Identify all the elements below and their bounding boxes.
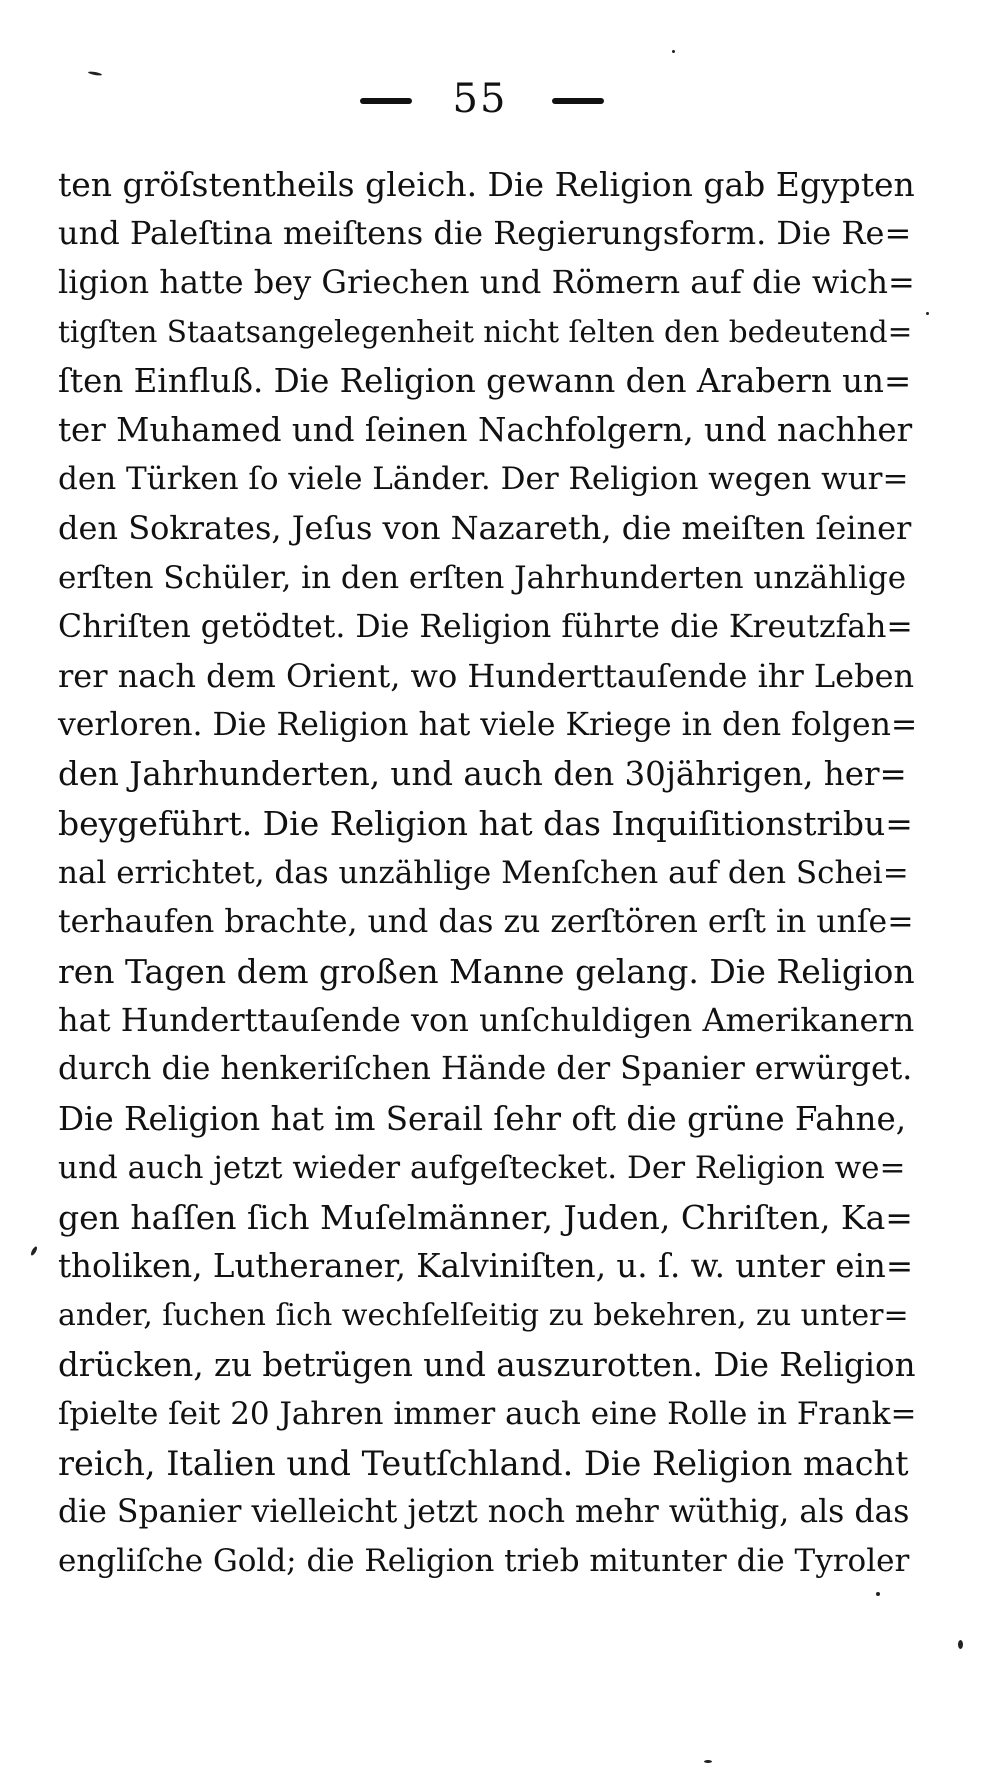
text-line: den Jahrhunderten, und auch den 30jährigen, her= bbox=[58, 755, 907, 794]
text-line: durch die henkeriſchen Hände der Spanier erwürget. bbox=[58, 1051, 913, 1088]
text-line: reich, Italien und Teutſchland. Die Religion macht bbox=[58, 1443, 909, 1483]
text-line: rer nach dem Orient, wo Hunderttauſende ihr Leben bbox=[58, 656, 915, 695]
ink-speck bbox=[704, 1760, 712, 1763]
text-line: ander, ſuchen ſich wechſelſeitig zu bekehren, zu unter= bbox=[58, 1298, 909, 1334]
text-line: drücken, zu betrügen und auszurotten. Die Religion bbox=[58, 1345, 916, 1384]
text-line: verloren. Die Religion hat viele Kriege in den folgen= bbox=[58, 707, 918, 744]
text-line: erſten Schüler, in den erſten Jahrhunderten unzählige bbox=[58, 559, 907, 596]
text-line: gen haſſen ſich Muſelmänner, Juden, Chriſten, Ka= bbox=[58, 1197, 913, 1237]
text-line: nal errichtet, das unzählige Menſchen auf den Schei= bbox=[58, 854, 909, 891]
text-line: und Paleſtina meiſtens die Regierungsform. Die Re= bbox=[58, 214, 912, 253]
text-line: ter Muhamed und ſeinen Nachfolgern, und nachher bbox=[58, 410, 913, 449]
text-line: engliſche Gold; die Religion trieb mitunter die Tyroler bbox=[58, 1543, 910, 1580]
text-line: ten gröſstentheils gleich. Die Religion gab Egypten bbox=[58, 165, 915, 204]
text-line: ſpielte ſeit 20 Jahren immer auch eine Rolle in Frank= bbox=[58, 1395, 917, 1432]
ink-speck bbox=[30, 1246, 38, 1257]
text-line: den Sokrates, Jeſus von Nazareth, die meiſten ſeiner bbox=[58, 509, 912, 548]
text-line: und auch jetzt wieder aufgeſtecket. Der Religion we= bbox=[58, 1149, 906, 1186]
header-dash-left bbox=[360, 98, 412, 104]
page-number: 55 bbox=[452, 76, 508, 122]
text-line: Chriſten getödtet. Die Religion führte die Kreutzfah= bbox=[58, 608, 913, 645]
text-line: den Türken ſo viele Länder. Der Religion wegen wur= bbox=[58, 461, 909, 498]
ink-speck bbox=[672, 50, 675, 53]
ink-speck bbox=[88, 71, 102, 76]
text-line: beygeführt. Die Religion hat das Inquiſitionstribu= bbox=[58, 804, 913, 844]
text-line: ren Tagen dem großen Manne gelang. Die Religion bbox=[58, 952, 915, 991]
text-line: terhaufen brachte, und das zu zerſtören erſt in unſe= bbox=[58, 903, 914, 940]
ink-speck bbox=[876, 1592, 880, 1596]
text-line: hat Hunderttauſende von unſchuldigen Amerikanern bbox=[58, 1001, 915, 1040]
ink-speck bbox=[926, 312, 929, 315]
page-header bbox=[0, 76, 1000, 140]
text-line: ligion hatte bey Griechen und Römern auf die wich= bbox=[58, 263, 915, 302]
text-line: tigſten Staatsangelegenheit nicht ſelten den bedeutend= bbox=[58, 314, 913, 349]
body-text bbox=[58, 160, 918, 1586]
ink-speck bbox=[958, 1640, 963, 1649]
text-line: tholiken, Lutheraner, Kalviniſten, u. ſ. w. unter ein= bbox=[58, 1247, 914, 1286]
header-dash-right bbox=[552, 98, 604, 104]
text-line: die Spanier vielleicht jetzt noch mehr wüthig, als das bbox=[58, 1494, 910, 1531]
text-line: Die Religion hat im Serail ſehr oft die grüne Fahne, bbox=[58, 1099, 907, 1138]
text-line: ſten Einfluß. Die Religion gewann den Arabern un= bbox=[58, 361, 912, 400]
